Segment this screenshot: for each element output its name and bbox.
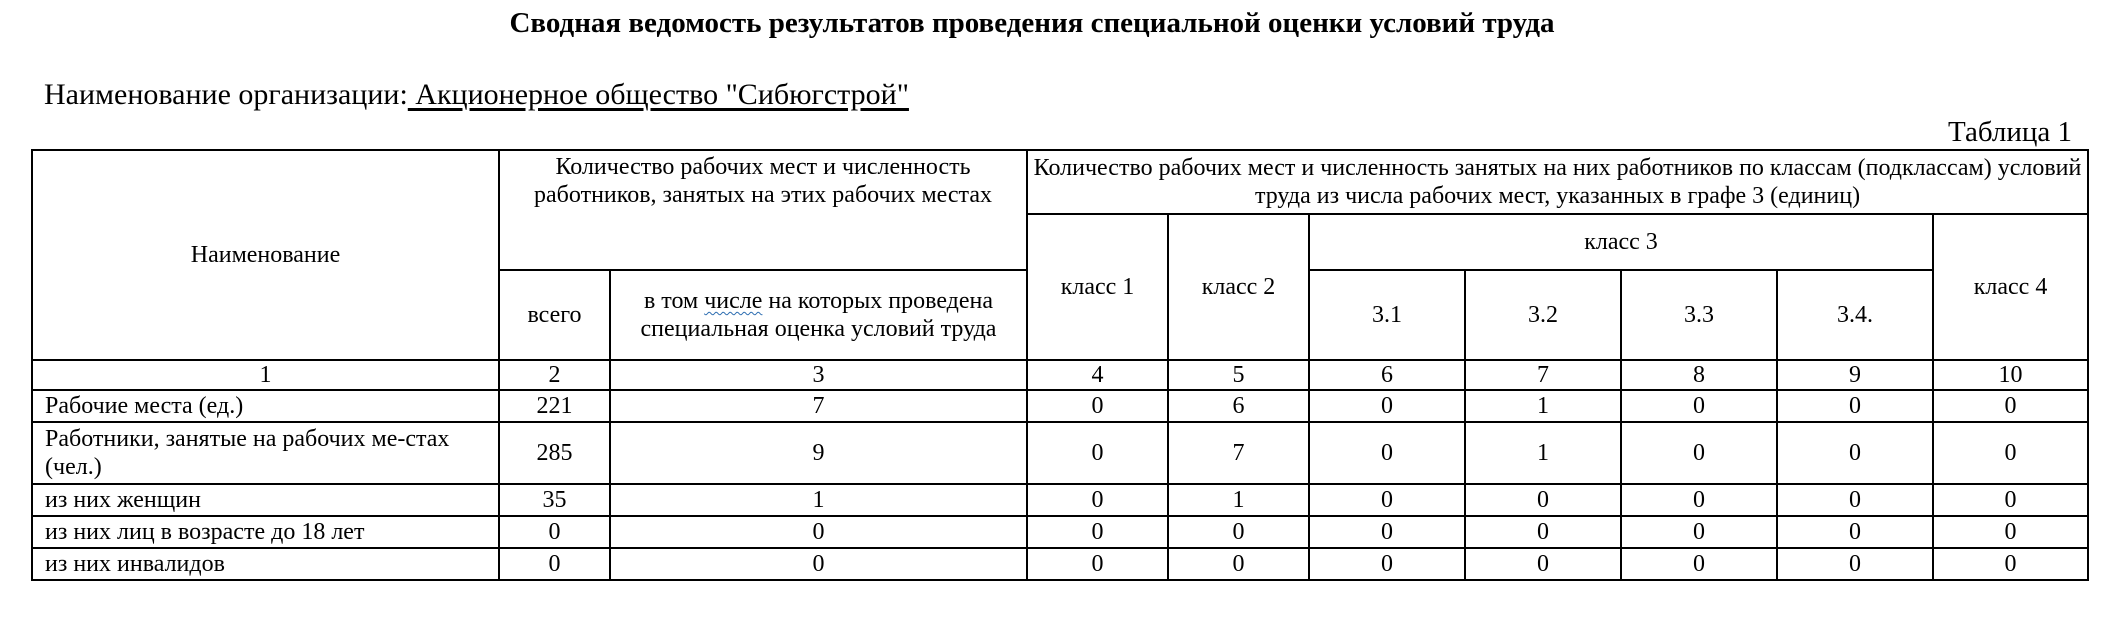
table-row: [32, 484, 2088, 516]
table-cell: 0: [1027, 422, 1168, 484]
header-group-count: Количество рабочих мест и численность работников, занятых на этих рабочих местах: [499, 150, 1027, 270]
table-cell: 0: [1777, 484, 1933, 516]
table-cell: 0: [1621, 516, 1777, 548]
table-cell: 0: [1933, 484, 2088, 516]
column-number: 6: [1309, 360, 1465, 390]
table-cell: 0: [1621, 390, 1777, 422]
table-cell: 0: [1933, 390, 2088, 422]
column-number: 8: [1621, 360, 1777, 390]
table-cell: 0: [1621, 484, 1777, 516]
column-number: 9: [1777, 360, 1933, 390]
table-row: [32, 516, 2088, 548]
table-number-label: Таблица 1: [1947, 116, 2072, 148]
row-label: из них лиц в возрасте до 18 лет: [32, 516, 499, 548]
column-number: 1: [32, 360, 499, 390]
table-cell: 7: [610, 390, 1027, 422]
table-cell: 0: [499, 516, 610, 548]
table-cell: 0: [1933, 516, 2088, 548]
table-cell: 1: [1465, 422, 1621, 484]
table-row: [32, 422, 2088, 484]
column-number: 2: [499, 360, 610, 390]
organization-name: Акционерное общество "Сибюгстрой": [407, 78, 909, 111]
table-cell: 0: [1027, 516, 1168, 548]
column-number: 5: [1168, 360, 1309, 390]
table-cell: 0: [1027, 484, 1168, 516]
table-cell: 0: [1168, 548, 1309, 580]
table-row: [32, 548, 2088, 580]
table-cell: 0: [1933, 548, 2088, 580]
table-cell: 1: [610, 484, 1027, 516]
table-cell: 6: [1168, 390, 1309, 422]
header-subclass-3-2: 3.2: [1465, 270, 1621, 360]
table-cell: 0: [1777, 548, 1933, 580]
header-assessed-part2: на которых проведена специальная оценка условий труда: [640, 288, 997, 342]
column-number-row: [32, 360, 2088, 390]
header-assessed: [610, 270, 1027, 360]
header-class-3: класс 3: [1309, 214, 1933, 270]
header-subclass-3-1: 3.1: [1309, 270, 1465, 360]
table-cell: 0: [499, 548, 610, 580]
table-cell: 1: [1168, 484, 1309, 516]
header-group-classes: Количество рабочих мест и численность занятых на них работников по классам (подклассам) условий труда из числа рабочих мест, указанных в графе 3 (единиц): [1027, 150, 2088, 214]
table-cell: 0: [1777, 516, 1933, 548]
table-cell: 221: [499, 390, 610, 422]
table-cell: 0: [610, 516, 1027, 548]
table-cell: 0: [1465, 484, 1621, 516]
table-cell: 0: [1777, 390, 1933, 422]
table-cell: 285: [499, 422, 610, 484]
table-cell: 0: [1309, 390, 1465, 422]
column-number: 3: [610, 360, 1027, 390]
row-label: из них женщин: [32, 484, 499, 516]
table-cell: 0: [1465, 516, 1621, 548]
header-assessed-part1: в том: [643, 288, 705, 314]
table-cell: 7: [1168, 422, 1309, 484]
column-number: 10: [1933, 360, 2088, 390]
table-cell: 35: [499, 484, 610, 516]
table-cell: 0: [1777, 422, 1933, 484]
header-class-1: класс 1: [1027, 214, 1168, 360]
table-cell: 0: [1309, 484, 1465, 516]
header-total: всего: [499, 270, 610, 360]
header-class-2: класс 2: [1168, 214, 1309, 360]
row-label: Рабочие места (ед.): [32, 390, 499, 422]
header-assessed-spellmark: числе: [704, 288, 763, 314]
table-cell: 0: [1168, 516, 1309, 548]
table-cell: 1: [1465, 390, 1621, 422]
results-table: [31, 149, 2089, 581]
table-cell: 0: [1027, 390, 1168, 422]
table-row: [32, 390, 2088, 422]
table-cell: 0: [610, 548, 1027, 580]
header-name: Наименование: [32, 150, 499, 360]
header-class-4: класс 4: [1933, 214, 2088, 360]
table-cell: 0: [1309, 516, 1465, 548]
table-cell: 0: [1309, 422, 1465, 484]
table-cell: 0: [1933, 422, 2088, 484]
table-cell: 0: [1309, 548, 1465, 580]
table-cell: 9: [610, 422, 1027, 484]
header-subclass-3-3: 3.3: [1621, 270, 1777, 360]
table-cell: 0: [1465, 548, 1621, 580]
document-title: Сводная ведомость результатов проведения специальной оценки условий труда: [509, 7, 1555, 39]
column-number: 4: [1027, 360, 1168, 390]
row-label: из них инвалидов: [32, 548, 499, 580]
organization-label: Наименование организации:: [44, 78, 408, 111]
table-cell: 0: [1027, 548, 1168, 580]
table-cell: 0: [1621, 548, 1777, 580]
column-number: 7: [1465, 360, 1621, 390]
organization-line: [44, 78, 909, 112]
row-label: Работники, занятые на рабочих ме-стах (чел.): [32, 422, 499, 484]
header-subclass-3-4: 3.4.: [1777, 270, 1933, 360]
table-cell: 0: [1621, 422, 1777, 484]
